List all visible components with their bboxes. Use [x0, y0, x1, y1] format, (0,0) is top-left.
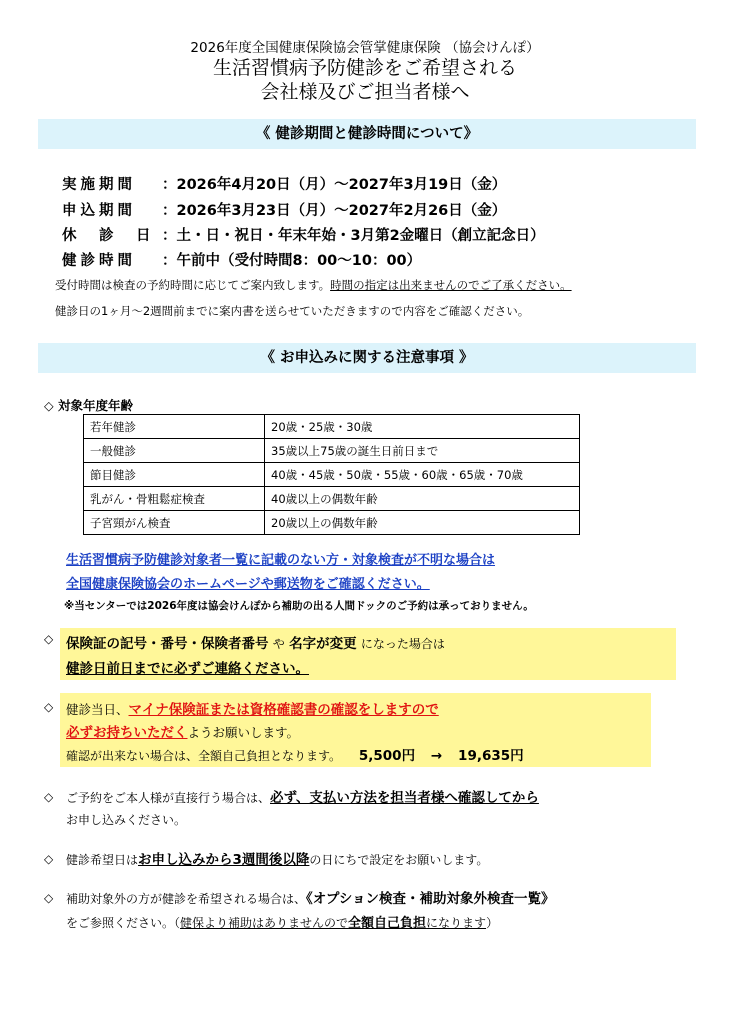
option-line2-underlined: 健保より補助はありませんので: [180, 916, 349, 930]
application-label: 申込期間: [62, 203, 136, 219]
table-cell: 40歳以上の偶数年齢: [265, 487, 580, 511]
hours-row: [62, 249, 421, 270]
price-to: 19,635円: [458, 748, 524, 764]
page-title-line2: 会社様及びご担当者様へ: [260, 81, 470, 103]
option-line2: [66, 912, 498, 931]
table-cell: 子宮頸がん検査: [84, 511, 265, 535]
holiday-row: [62, 224, 545, 245]
hours-value: ：午前中（受付時間8：00～10：00）: [162, 253, 422, 269]
direct-booking-line1: [66, 786, 539, 806]
ningen-dock-note: ※当センターでは2026年度は協会けんぽから補助の出る人間ドックのご予約は承っておりません。: [64, 600, 534, 612]
period-label: 実施期間: [62, 177, 136, 193]
mynumber-tail2: ようお願いします。: [187, 725, 300, 740]
mynumber-notice-box: [60, 693, 651, 767]
option-line2-end: ）: [486, 916, 499, 930]
insurance-bold2: 名字が変更: [289, 636, 357, 652]
table-row: [84, 415, 580, 439]
arrow-right-icon: →: [430, 748, 443, 764]
direct-plain: ご予約をご本人様が直接行う場合は、: [66, 791, 271, 805]
application-value: ：2026年3月23日（月）～2027年2月26日（金）: [162, 203, 507, 219]
period-value: ：2026年4月20日（月）～2027年3月19日（金）: [162, 177, 507, 193]
age-table: [83, 414, 580, 535]
table-cell: 20歳・25歳・30歳: [265, 415, 580, 439]
diamond-icon: ◇: [44, 852, 54, 866]
date-plain2: の日にちで設定をお願いします。: [309, 853, 489, 867]
diamond-icon: ◇: [44, 632, 54, 646]
application-row: [62, 199, 506, 220]
mynumber-line3: 確認が出来ない場合は、全額自己負担となります。: [66, 749, 342, 763]
option-line2-underlined2: になります: [426, 916, 487, 930]
page-title: 生活習慣病予防健診をご希望される: [212, 57, 517, 79]
insurance-ya: や: [272, 637, 285, 651]
table-cell: 若年健診: [84, 415, 265, 439]
date-bold: お申し込みから3週間後以降: [138, 852, 310, 868]
insurance-bold1: 保険証の記号・番号・保険者番号: [66, 636, 269, 652]
date-setting-line: [66, 848, 488, 868]
period-row: [62, 173, 506, 194]
table-row: [84, 463, 580, 487]
diamond-icon: ◇: [44, 891, 54, 905]
header-subtitle: 2026年度全国健康保険協会管掌健康保険 （協会けんぽ）: [190, 40, 540, 56]
direct-booking-line2: お申し込みください。: [66, 813, 187, 827]
target-note-line1: 生活習慣病予防健診対象者一覧に記載のない方・対象検査が不明な場合は: [66, 553, 496, 568]
hours-label: 健診時間: [62, 253, 136, 269]
table-cell: 20歳以上の偶数年齢: [265, 511, 580, 535]
table-cell: 節目健診: [84, 463, 265, 487]
option-line2-plain: をご参照ください。（: [66, 916, 181, 930]
diamond-icon: ◇: [44, 700, 54, 714]
reception-note-text: 受付時間は検査の予約時間に応じてご案内致します。: [55, 278, 331, 292]
price-from: 5,500円: [358, 748, 416, 764]
reception-note-underlined: 時間の指定は出来ませんのでご了承ください。: [330, 278, 572, 292]
section-heading-period: 《 健診期間と健診時間について》: [38, 119, 696, 149]
option-line1: [66, 887, 555, 907]
diamond-icon: ◇: [44, 790, 54, 804]
table-cell: 乳がん・骨粗鬆症検査: [84, 487, 265, 511]
holiday-label: 休 診 日: [62, 228, 155, 244]
guide-note: 健診日の1ヶ月～2週間前までに案内書を送らせていただきますので内容をご確認ください。: [55, 304, 530, 318]
insurance-line2: 健診日前日までに必ずご連絡ください。: [66, 661, 309, 677]
date-plain1: 健診希望日は: [66, 853, 139, 867]
mynumber-red1: マイナ保険証または資格確認書の確認をしますので: [128, 702, 439, 718]
insurance-tail: になった場合は: [360, 637, 445, 651]
table-row: [84, 439, 580, 463]
option-line2-bold: 全額自己負担: [348, 916, 427, 931]
table-cell: 一般健診: [84, 439, 265, 463]
mynumber-prefix: 健診当日、: [66, 702, 129, 717]
reception-note: [55, 277, 572, 293]
table-row: [84, 487, 580, 511]
direct-bold: 必ず、支払い方法を担当者様へ確認してから: [270, 790, 539, 806]
age-heading: ◇ 対象年度年齢: [44, 398, 133, 413]
table-cell: 35歳以上75歳の誕生日前日まで: [265, 439, 580, 463]
table-row: [84, 511, 580, 535]
section-heading-application: 《 お申込みに関する注意事項 》: [38, 343, 696, 373]
mynumber-red2: 必ずお持ちいただく: [66, 725, 188, 741]
holiday-value: ：土・日・祝日・年末年始・3月第2金曜日（創立記念日）: [162, 228, 545, 244]
option-plain: 補助対象外の方が健診を希望される場合は、: [66, 892, 307, 906]
insurance-notice-box: [60, 628, 676, 680]
option-bold: 《オプション検査・補助対象外検査一覧》: [306, 891, 555, 907]
table-cell: 40歳・45歳・50歳・55歳・60歳・65歳・70歳: [265, 463, 580, 487]
target-note-line2: 全国健康保険協会のホームページや郵送物をご確認ください。: [66, 577, 430, 592]
